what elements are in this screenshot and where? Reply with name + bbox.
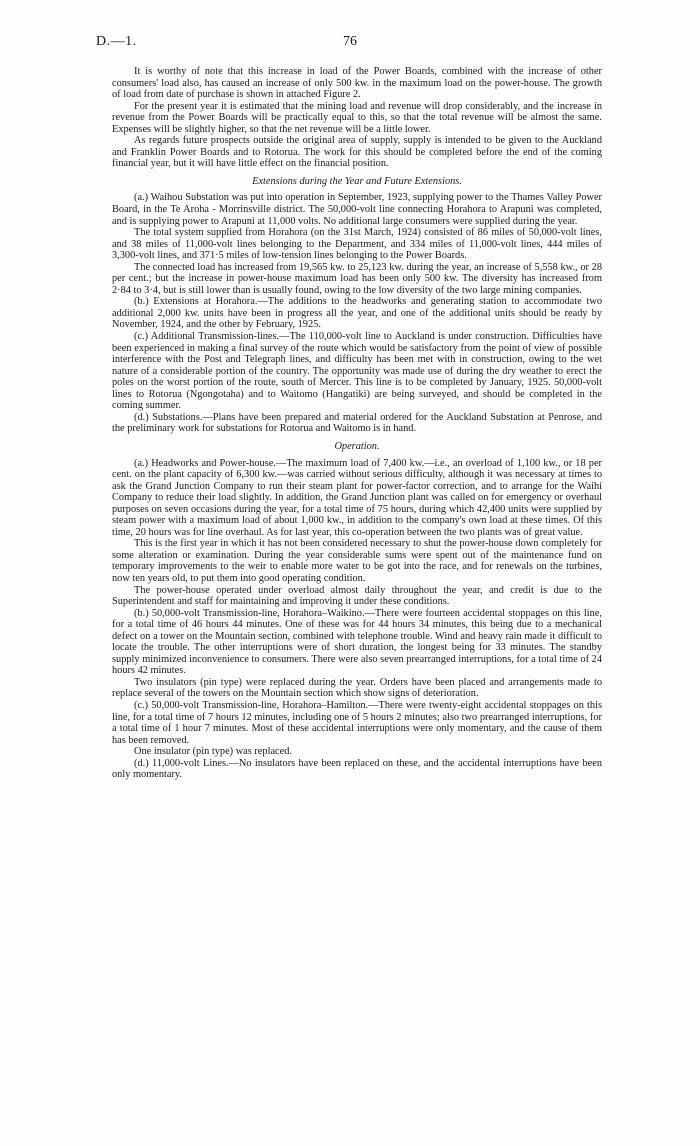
section-intro bbox=[112, 66, 602, 170]
paragraph: (a.) Waihou Substation was put into operation in September, 1923, supplying power to the Thames Valley Power Board, in the Te Aroha - Morrinsville district. The 50,000-volt line connecting Horahora to Arapuni was completed, and is supplying power to Arapuni at 11,000 volts. No additional large consumers were supplied during the year. bbox=[112, 192, 602, 227]
page-header bbox=[0, 36, 700, 52]
page-number: 76 bbox=[343, 34, 357, 49]
section-extensions bbox=[112, 176, 602, 435]
section-heading: Operation. bbox=[334, 440, 380, 452]
paragraph: (c.) Additional Transmission-lines.—The 110,000-volt line to Auckland is under construction. Difficulties have been experienced in making a final survey of the route which would be satisfactory from the point of view of possible interference with the Post and Telegraph lines, and difficulty has been met with in construction, owing to the wet nature of a considerable portion of the country. The opportunity was made use of during the dry weather to erect the poles on the worst portion of the route, south of Mercer. This line is to be completed by January, 1925. 50,000-volt lines to Rotorua (Ngongotaha) and to Waitomo (Hangatiki) are being surveyed, and should be completed in the coming summer. bbox=[112, 331, 602, 412]
paragraph: The total system supplied from Horahora (on the 31st March, 1924) consisted of 86 miles of 50,000-volt lines, and 38 miles of 11,000-volt lines belonging to the Department, and 334 miles of 11,000-volt lines, 444 miles of 3,300-volt lines, and 371·5 miles of low-tension lines belonging to the Power Boards. bbox=[112, 227, 602, 262]
paragraph: For the present year it is estimated that the mining load and revenue will drop considerably, and the increase in revenue from the Power Boards will be practically equal to this, so that the total revenue will be almost the same. Expenses will be slightly higher, so that the net revenue will be a little lower. bbox=[112, 100, 602, 135]
paragraph: As regards future prospects outside the original area of supply, supply is intended to be given to the Auckland and Franklin Power Boards and to Rotorua. The work for this should be completed before the end of the coming financial year, but it will have little effect on the financial position. bbox=[112, 135, 602, 170]
paragraph: (a.) Headworks and Power-house.—The maximum load of 7,400 kw.—i.e., an overload of 1,100 kw., or 18 per cent. on the plant capacity of 6,300 kw.—was carried without serious difficulty, although it was necessary at times to ask the Grand Junction Company to run their steam plant for power-factor correction, and to arrange for the Waihi Company to reduce their load slightly. In addition, the Grand Junction plant was called on for emergency or overhaul purposes on seven occasions during the year, for a total time of 75 hours, during which 42,400 units were supplied by steam power with a maximum load of about 1,000 kw., in addition to the company's own load at these times. Of this time, 20 hours was for line overhaul. As for last year, this co-operation between the two plants was of great value. bbox=[112, 457, 602, 538]
paragraph: The connected load has increased from 19,565 kw. to 25,123 kw. during the year, an increase of 5,558 kw., or 28 per cent.; but the increase in power-house maximum load has been only 500 kw. The diversity has increased from 2·84 to 3·4, but is still lower than is usually found, owing to the low diversity of the two large mining companies. bbox=[112, 261, 602, 296]
paragraph: (d.) 11,000-volt Lines.—No insulators have been replaced on these, and the accidental interruptions have been only momentary. bbox=[112, 757, 602, 781]
document-series: D.—1. bbox=[96, 34, 137, 49]
paragraph: (d.) Substations.—Plans have been prepared and material ordered for the Auckland Substation at Penrose, and the preliminary work for substations for Rotorua and Waitomo is in hand. bbox=[112, 411, 602, 435]
paragraph: It is worthy of note that this increase in load of the Power Boards, combined with the increase of other consumers' load also, has caused an increase of only 500 kw. in the maximum load on the power-house. The growth of load from date of purchase is shown in attached Figure 2. bbox=[112, 66, 602, 101]
section-heading: Extensions during the Year and Future Extensions. bbox=[252, 175, 462, 187]
document-body bbox=[112, 66, 602, 781]
paragraph: This is the first year in which it has not been considered necessary to shut the power-house down completely for some alteration or examination. During the year considerable sums were spent out of the maintenance fund on temporary improvements to the weir to enable more water to be got into the race, and for renewals on the turbines, now ten years old, to put them into good operating condition. bbox=[112, 538, 602, 584]
paragraph: Two insulators (pin type) were replaced during the year. Orders have been placed and arrangements made to replace several of the towers on the Mountain section which show signs of deterioration. bbox=[112, 676, 602, 700]
paragraph: One insulator (pin type) was replaced. bbox=[134, 746, 292, 758]
paragraph: The power-house operated under overload almost daily throughout the year, and credit is due to the Superintendent and staff for maintaining and improving it under these conditions. bbox=[112, 584, 602, 608]
paragraph: (b.) 50,000-volt Transmission-line, Horahora–Waikino.—There were fourteen accidental stoppages on this line, for a total time of 46 hours 44 minutes. One of these was for 44 hours 34 minutes, this being due to a mechanical defect on a tower on the Mountain section, combined with telephone trouble. Wind and heavy rain made it difficult to locate the trouble. The other interruptions were of short duration, the longest being for 33 minutes. The standby supply minimized inconvenience to consumers. There were also seven prearranged interruptions, for a total time of 24 hours 42 minutes. bbox=[112, 607, 602, 677]
paragraph: (b.) Extensions at Horahora.—The additions to the headworks and generating station to accommodate two additional 2,000 kw. units have been in progress all the year, and one of the additional units should be ready by November, 1924, and the other by February, 1925. bbox=[112, 296, 602, 331]
section-operation bbox=[112, 441, 602, 781]
paragraph: (c.) 50,000-volt Transmission-line, Horahora–Hamilton.—There were twenty-eight accidental stoppages on this line, for a total time of 7 hours 12 minutes, including one of 5 hours 2 minutes; also two prearranged interruptions, for a total time of 1 hour 7 minutes. Most of these accidental interruptions were only momentary, and the cause of them has been removed. bbox=[112, 699, 602, 746]
